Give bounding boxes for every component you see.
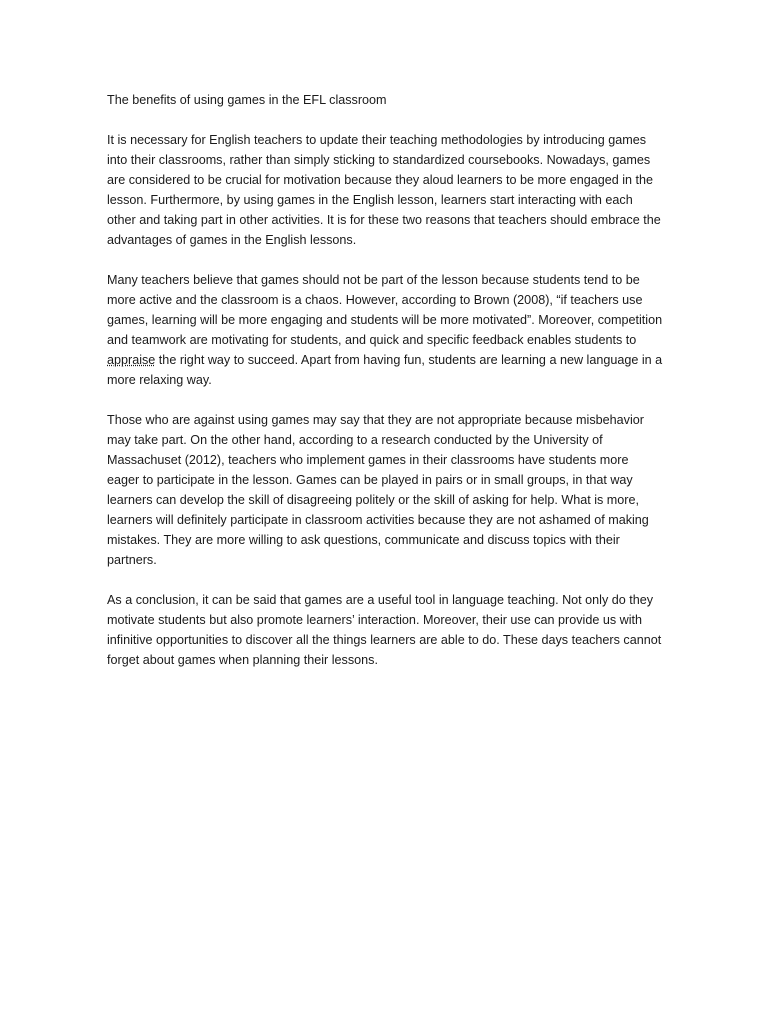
paragraph-1: It is necessary for English teachers to update their teaching methodologies by introducing games into their classrooms, rather than simply sticking to standardized coursebooks. Nowadays, games are considered to be crucial for motivation because they aloud learners to be more engaged in the lesson. Furthermore, by using games in the English lesson, learners start interacting with each other and taking part in other activities. It is for these two reasons that teachers should embrace the advantages of games in the English lessons. bbox=[107, 133, 661, 247]
document-title: The benefits of using games in the EFL classroom bbox=[107, 93, 387, 107]
paragraph-2-text-before: Many teachers believe that games should not be part of the lesson because students tend to be more active and the classroom is a chaos. However, according to Brown (2008), “if teachers use games, learning will be more engaging and students will be more motivated”. Moreover, competition and teamwork are motivating for students, and quick and specific feedback enables students to bbox=[107, 273, 663, 347]
underlined-word: appraise bbox=[107, 353, 156, 367]
document-page bbox=[107, 90, 663, 690]
paragraph-4: As a conclusion, it can be said that games are a useful tool in language teaching. Not only do they motivate students but also promote learners’ interaction. Moreover, their use can provide us with infinitive opportunities to discover all the things learners are able to do. These days teachers cannot forget about games when planning their lessons. bbox=[107, 593, 662, 667]
paragraph-2 bbox=[107, 270, 663, 390]
paragraph-3: Those who are against using games may say that they are not appropriate because misbehavior may take part. On the other hand, according to a research conducted by the University of Massachuset (2012), teachers who implement games in their classrooms have students more eager to participate in the lesson. Games can be played in pairs or in small groups, in that way learners can develop the skill of disagreeing politely or the skill of asking for help. What is more, learners will definitely participate in classroom activities because they are not ashamed of making mistakes. They are more willing to ask questions, communicate and discuss topics with their partners. bbox=[107, 413, 649, 567]
paragraph-2-text-after: the right way to succeed. Apart from having fun, students are learning a new language in a more relaxing way. bbox=[107, 353, 663, 387]
